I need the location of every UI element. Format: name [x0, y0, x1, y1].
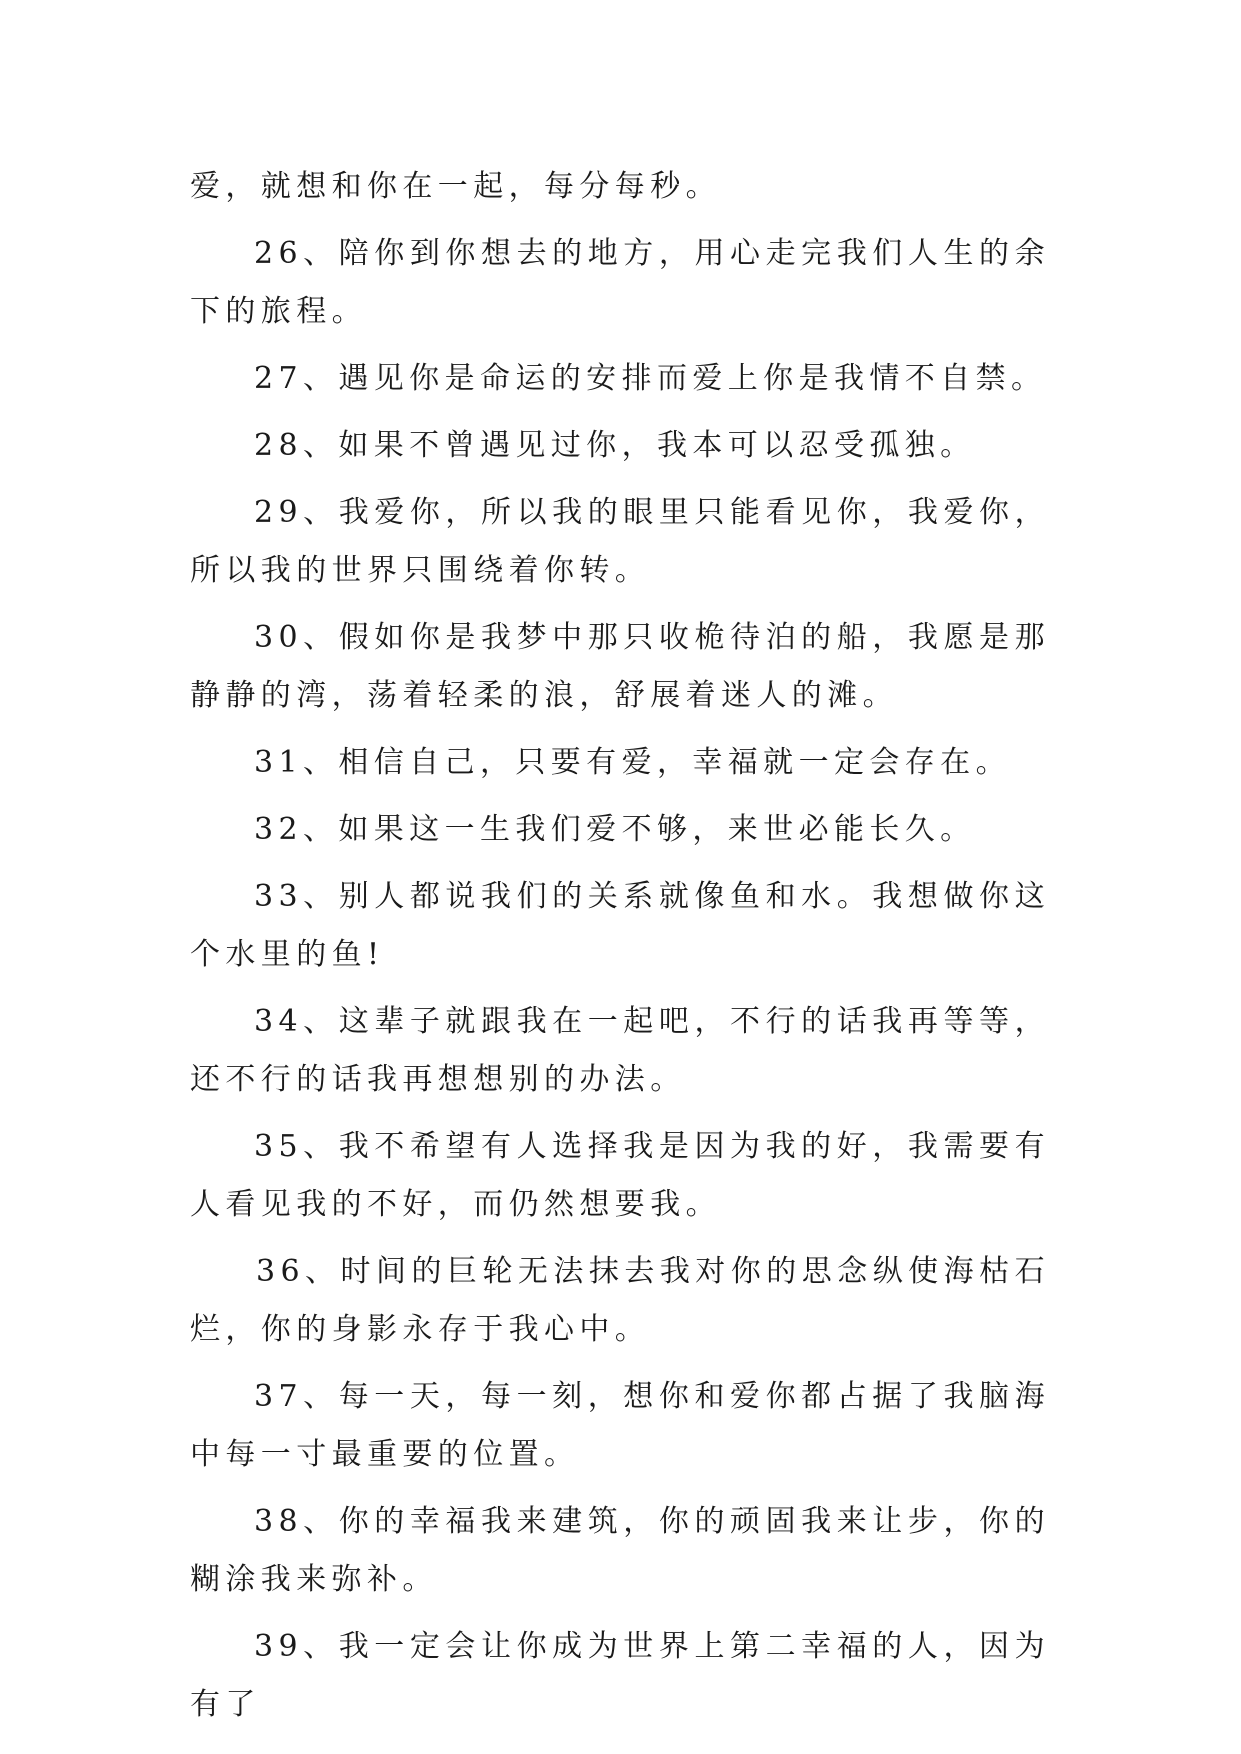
document-body: [190, 158, 1050, 1743]
paragraph-35: 35、我不希望有人选择我是因为我的好，我需要有人看见我的不好，而仍然想要我。: [190, 1129, 1050, 1222]
paragraph-32: 32、如果这一生我们爱不够，来世必能长久。: [254, 812, 976, 847]
paragraph-27: 27、遇见你是命运的安排而爱上你是我情不自禁。: [254, 361, 1047, 396]
paragraph-26: 26、陪你到你想去的地方，用心走完我们人生的余下的旅程。: [190, 236, 1050, 329]
paragraph-34: 34、这辈子就跟我在一起吧，不行的话我再等等，还不行的话我再想想别的办法。: [190, 1004, 1050, 1097]
paragraph-33: 33、别人都说我们的关系就像鱼和水。我想做你这个水里的鱼!: [190, 879, 1050, 972]
paragraph-31: 31、相信自己，只要有爱，幸福就一定会存在。: [254, 745, 1011, 780]
paragraph-continued: 爱，就想和你在一起，每分每秒。: [190, 169, 721, 204]
paragraph-37: 37、每一天，每一刻，想你和爱你都占据了我脑海中每一寸最重要的位置。: [190, 1379, 1050, 1472]
paragraph-38: 38、你的幸福我来建筑，你的顽固我来让步，你的糊涂我来弥补。: [190, 1504, 1050, 1597]
paragraph-36: 36、时间的巨轮无法抹去我对你的思念纵使海枯石烂，你的身影永存于我心中。: [190, 1254, 1050, 1347]
paragraph-39: 39、我一定会让你成为世界上第二幸福的人，因为有了: [190, 1629, 1050, 1722]
paragraph-28: 28、如果不曾遇见过你，我本可以忍受孤独。: [254, 428, 976, 463]
paragraph-29: 29、我爱你，所以我的眼里只能看见你，我爱你，所以我的世界只围绕着你转。: [190, 495, 1050, 588]
paragraph-30: 30、假如你是我梦中那只收桅待泊的船，我愿是那静静的湾，荡着轻柔的浪，舒展着迷人的滩。: [190, 620, 1050, 713]
